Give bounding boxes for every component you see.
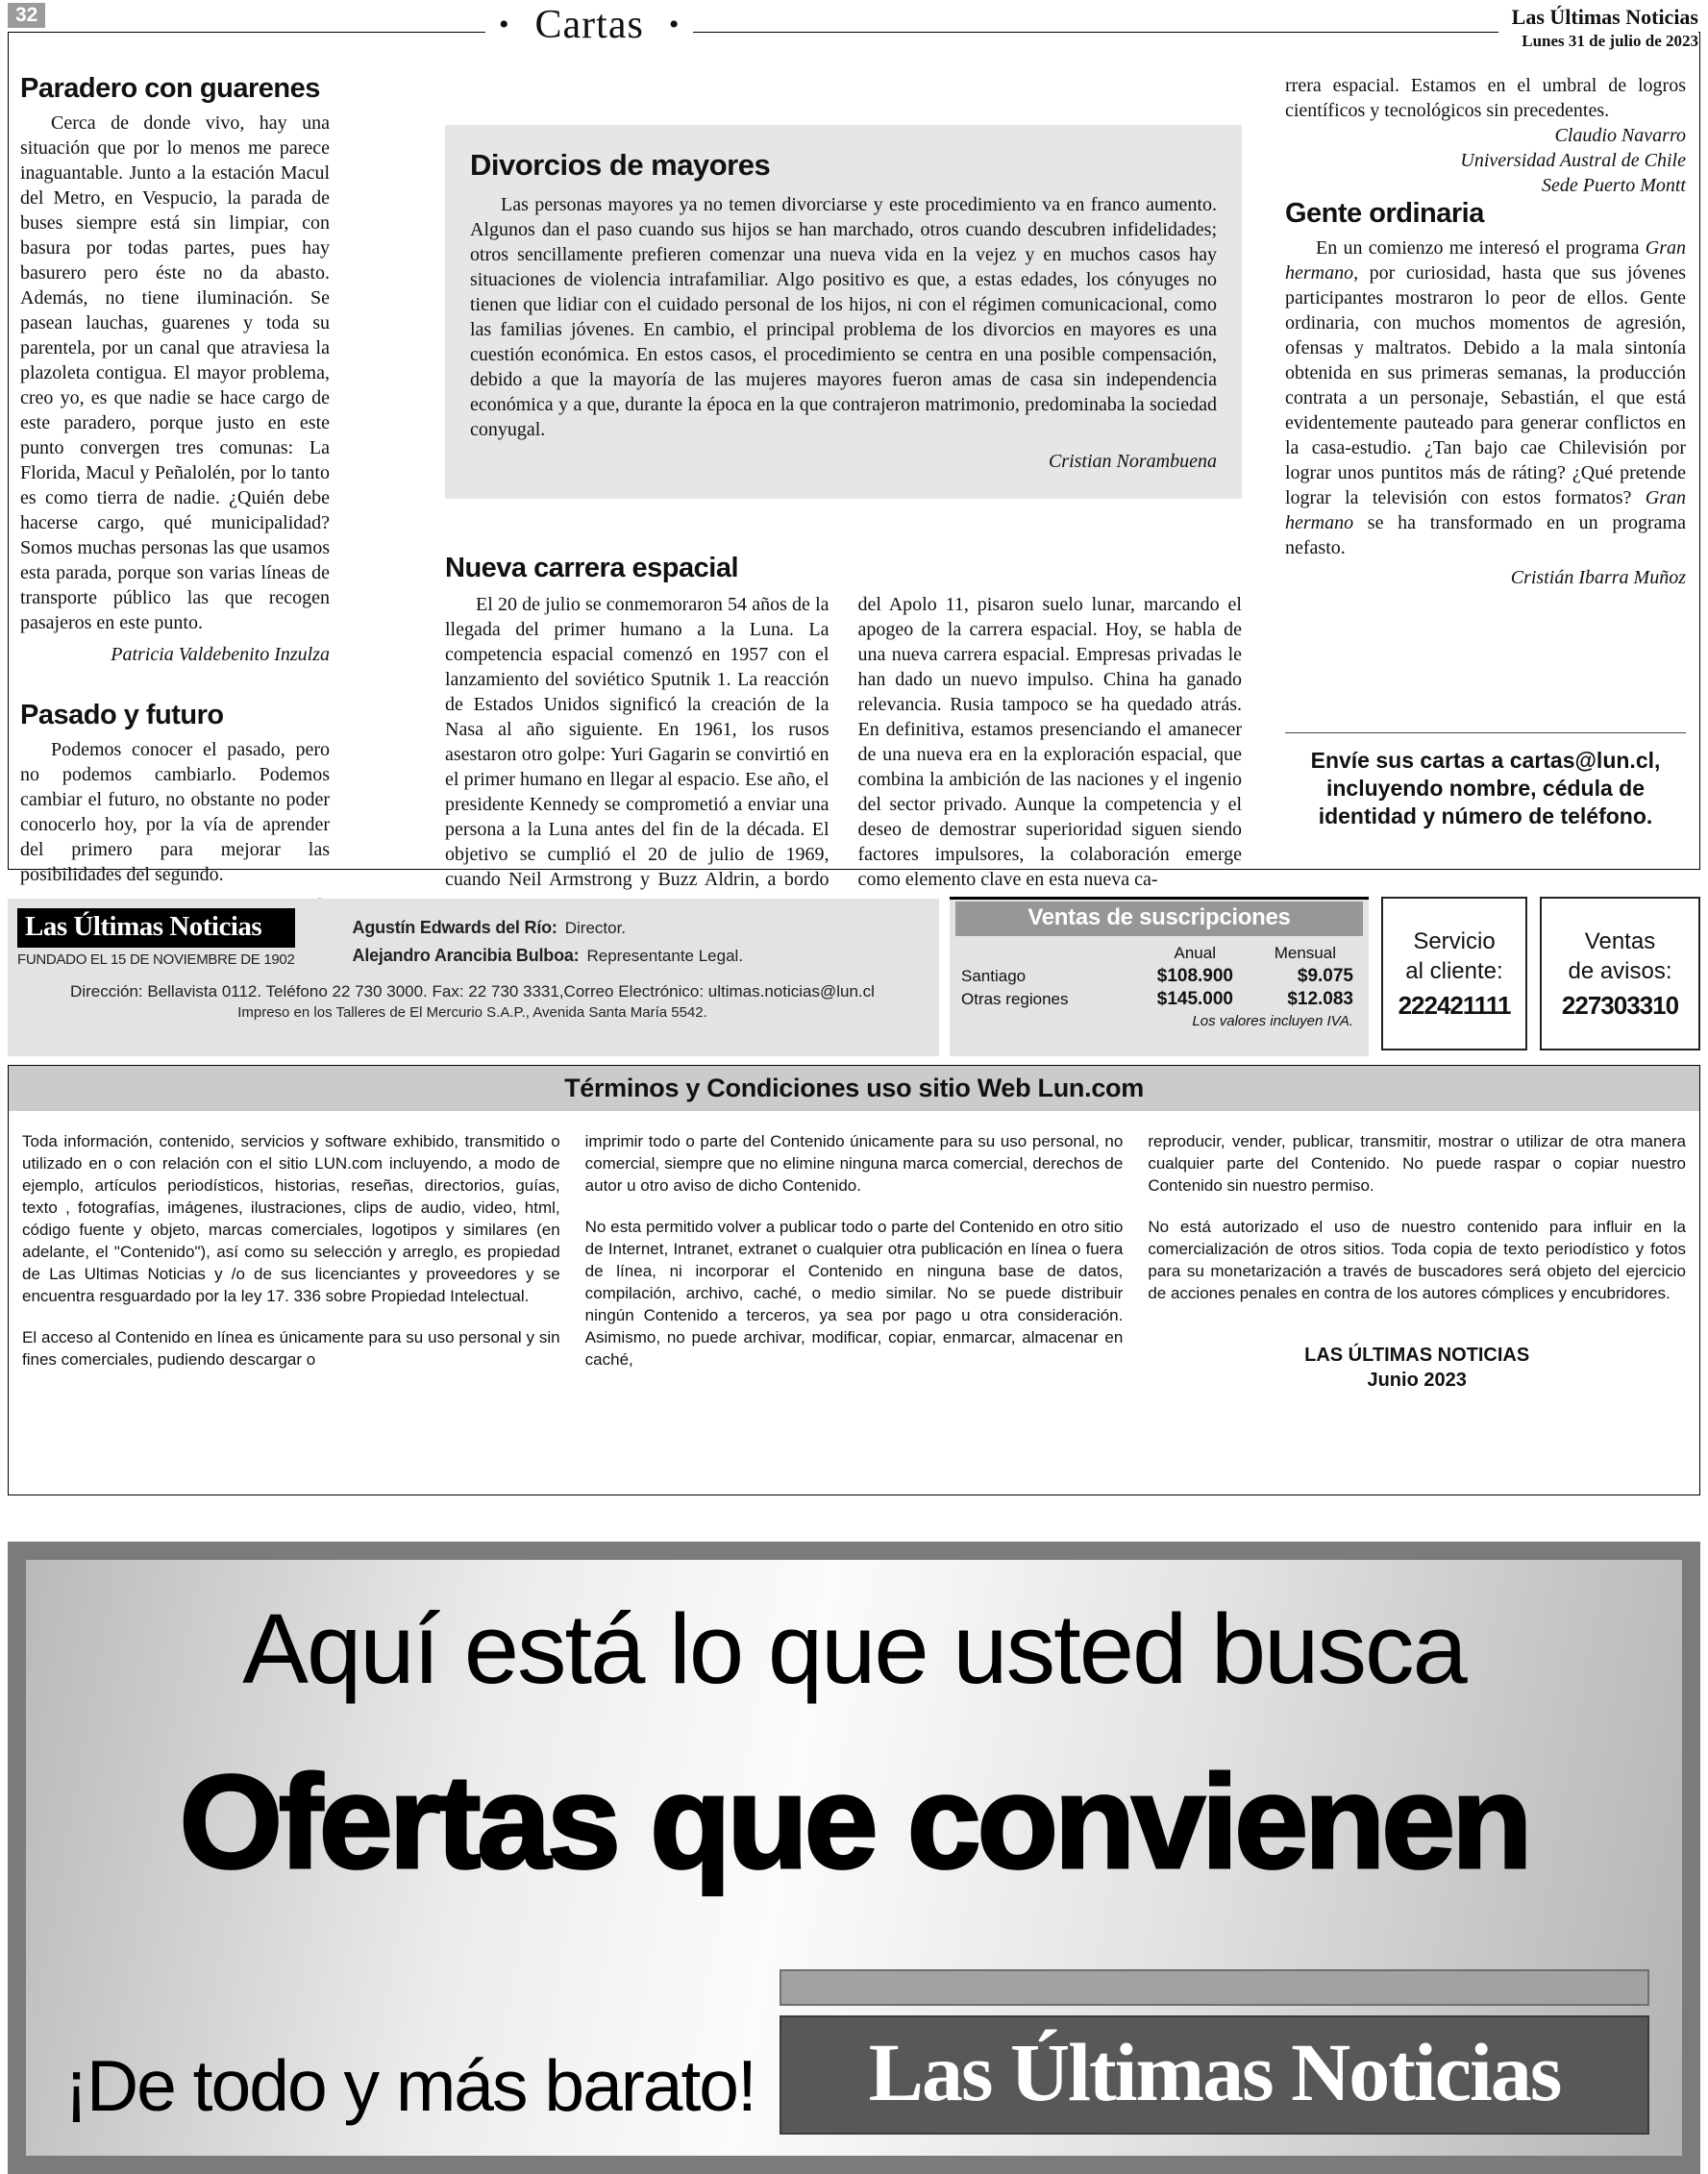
letter-body: Cerca de donde vivo, hay una situación que por lo menos me parece inaguantable. Junto a la estación Macul del Metro, en Vespucio, la parada de buses siempre está sin limpiar, con basura por todas partes, pues hay basurero pero éste no da abasto. Además, no tiene iluminación. Se pasean lauchas, guarenes y toda su parentela, por un canal que atraviesa la plazoleta contigua. El mayor problema, creo yo, es que nadie se hace cargo de este paradero, porque justo en este punto convergen tres comunas: La Florida, Macul y Peñalolén, por lo tanto es como tierra de nadie. ¿Quién debe hacerse cargo, qué municipalidad? Somos muchas personas las que usamos esta parada, porque son varias líneas de transporte público las que recogen pasajeros en este punto. [20, 112, 330, 633]
ad-logo-text: Las Últimas Noticias [868, 2026, 1561, 2118]
ad-logo-block [780, 1969, 1649, 2135]
iva-note: Los valores incluyen IVA. [1192, 1013, 1353, 1029]
ad-sales-box [1540, 897, 1700, 1050]
page-number-badge: 32 [8, 3, 45, 28]
letters-column-1 [20, 73, 330, 919]
subscriptions-table [950, 936, 1369, 1011]
letter-body: El 20 de julio se conmemoraron 54 años de la llegada del primer humano a la Luna. La competencia espacial comenzó en 1957 con el lanzamiento del soviético Sputnik 1. La reacción de Estados Unidos significó la creación de la Nasa al año siguiente. En 1961, los rusos asestaron otro golpe: Yuri Gagarin se convirtió en el primer humano en llegar al espacio. Ese año, el presidente Kennedy se comprometió a enviar una persona a la Luna antes del fin de la década. El objetivo se cumplió el 20 de julio de 1969, cuando Neil Armstrong y Buzz Aldrin, a bordo del Apolo 11, pisaron suelo lunar, marcando el apogeo de la carrera espacial. Hoy, se habla de una nueva carrera espacial. Empresas privadas le han dado un nuevo impulso. China ha ganado relevancia. Rusia tampoco se ha quedado atrás. En definitiva, estamos presenciando el amanecer de una nueva era en la exploración espacial, que combina la ambición de las naciones y el ingenio del sector privado. Aunque la competencia y el deseo de demostrar superioridad siguen siendo factores impulsores, la colaboración emerge como elemento clave en esta nueva ca- [445, 594, 1242, 890]
service-label: al cliente: [1405, 957, 1503, 984]
terms-column-3 [1148, 1130, 1686, 1393]
director-role: Director. [564, 919, 627, 937]
terms-column-2 [585, 1130, 1124, 1393]
program-name-italic: Gran hermano [1285, 487, 1686, 533]
letter-title: Pasado y futuro [20, 700, 224, 730]
printed-line: Impreso en los Talleres de El Mercurio S.A.P., Avenida Santa María 5542. [237, 1004, 707, 1021]
advertisement-banner [8, 1542, 1700, 2174]
body-text: , por curiosidad, hasta que sus jóvenes participantes mostraron lo peor de ellos. Gente ordinaria, con muchos momentos de agresión, ofensas y maltratos. Debido a la mala sintonía obtenida en sus primeras semanas, la producción contrata a un personaje, Sebastián, el que está evidentemente pauteado para generar conflictos en la casa-estudio. ¿Tan bajo cae Chilevisión por lograr unos puntitos más de ráting? ¿Qué pretende lograr la televisión con estos formatos? [1285, 262, 1686, 508]
letter-body [1285, 235, 1686, 560]
letter-title: Nueva carrera espacial [445, 553, 738, 583]
header-right [1498, 5, 1698, 53]
terms-section [8, 1065, 1700, 1495]
letter-signature: Patricia Valdebenito Inzulza [111, 644, 330, 665]
terms-paragraph: No está autorizado el uso de nuestro contenido para influir en la comercialización de otros sitios. Toda copia de texto periodístico y fotos para su monetarización a través de buscadores será objeto del ejercicio de acciones penales en contra de los autores cómplices y encubridores. [1148, 1218, 1686, 1302]
director-line [353, 914, 744, 942]
letters-column-middle [373, 73, 1242, 892]
terms-paragraph: No esta permitido volver a publicar todo o parte del Contenido en otro sitio de Internet, Intranet, extranet o cualquier otra publicación en línea o fuera de línea, ni incorporar el Contenido en ninguna base de datos, compilación, archivo, caché, o medio similar. No se puede distribuir ningún Contenido a terceros, ya sea por pago u otra consideración. Asimismo, no puede archivar, modificar, copiar, enmarcar, almacenar en caché, [584, 1218, 1124, 1369]
subscriptions-title: Ventas de suscripciones [955, 902, 1363, 936]
letter-continuation: rrera espacial. Estamos en el umbral de logros científicos y tecnológicos sin precedentes. [1285, 75, 1686, 121]
highlighted-letter-box [445, 125, 1242, 499]
monthly-price: $9.075 [1297, 966, 1353, 986]
legal-line [353, 942, 744, 970]
masthead-band [8, 899, 939, 1056]
annual-price: $145.000 [1156, 989, 1233, 1009]
letter-pasado [20, 700, 330, 919]
section-title-text: Cartas [534, 3, 644, 47]
letter-signature-block [1285, 123, 1686, 198]
terms-column-1 [22, 1130, 560, 1393]
divider [1285, 732, 1686, 733]
paper-name: Las Últimas Noticias [1511, 5, 1698, 29]
column-header-annual: Anual [1174, 944, 1216, 962]
bullet-icon: • [499, 9, 510, 40]
signature-line: Claudio Navarro [1554, 125, 1686, 146]
subscriptions-panel [950, 897, 1369, 1056]
signature-line: Universidad Austral de Chile [1460, 150, 1686, 171]
letter-body: Podemos conocer el pasado, pero no podemos cambiarlo. Podemos cambiar el futuro, no obstante no poder conocerlo hoy, por la vía de aprender del primero para mejorar las posibilidades del segundo. [20, 739, 330, 885]
staff-block [353, 914, 744, 970]
letters-section [8, 32, 1700, 890]
monthly-price: $12.083 [1287, 989, 1353, 1009]
service-phone-number: 222421111 [1398, 990, 1511, 1020]
customer-service-box [1381, 897, 1527, 1050]
two-column-letter-body [445, 592, 1242, 892]
service-label: Servicio [1413, 927, 1496, 954]
terms-signoff-date: Junio 2023 [1367, 1370, 1467, 1391]
director-name: Agustín Edwards del Río: [352, 918, 557, 937]
newspaper-logo: Las Últimas Noticias [17, 908, 295, 948]
column-header-monthly: Mensual [1274, 944, 1336, 962]
letter-title: Divorcios de mayores [470, 148, 771, 182]
terms-signoff-name: LAS ÚLTIMAS NOTICIAS [1304, 1345, 1530, 1366]
terms-signoff [1148, 1343, 1686, 1393]
ad-logo-box [780, 2015, 1649, 2135]
letter-signature: Cristian Norambuena [1048, 451, 1217, 472]
section-title [485, 2, 693, 48]
terms-paragraph: El acceso al Contenido en línea es únicamente para su uso personal y sin fines comerciales, pudiendo descargar o [22, 1328, 560, 1369]
terms-paragraph: reproducir, vender, publicar, transmitir, mostrar o utilizar de otra manera cualquier parte del Contenido. No puede raspar o copiar nuestro Contenido sin nuestro permiso. [1148, 1132, 1686, 1195]
terms-title: Términos y Condiciones uso sitio Web Lun.com [9, 1066, 1699, 1111]
legal-role: Representante Legal. [586, 947, 744, 965]
terms-paragraph: Toda información, contenido, servicios y software exhibido, transmitido o utilizado en o con relación con el sitio LUN.com incluyendo, a modo de ejemplo, artículos periodísticos, historias, reseñas, directorios, guías, texto , fotografías, imágenes, ilustraciones, clips de audio, video, html, código fuente y objeto, marcas comerciales, logotipos y similares (en adelante, el "Contenido"), así como su selección y arreglo, es propiedad de Las Ultimas Noticias y /o de sus licenciantes y proveedores y se encuentra resguardado por la ley 17. 336 sobre Propiedad Intelectual. [22, 1132, 560, 1305]
legal-name: Alejandro Arancibia Bulboa: [352, 946, 580, 965]
letter-paradero [20, 73, 330, 667]
letters-column-4 [1285, 73, 1686, 830]
body-text: En un comienzo me interesó el programa [1316, 237, 1646, 259]
letter-title: Paradero con guarenes [20, 73, 320, 104]
ad-tagline: ¡De todo y más barato! [64, 2045, 755, 2126]
annual-price: $108.900 [1156, 966, 1233, 986]
body-text: se ha transformado en un programa nefasto. [1285, 512, 1686, 558]
empty-cell [961, 942, 1103, 965]
issue-date: Lunes 31 de julio de 2023 [1522, 32, 1698, 50]
signature-line: Sede Puerto Montt [1542, 175, 1686, 196]
letter-signature: Cristián Ibarra Muñoz [1510, 567, 1686, 588]
letter-body: Las personas mayores ya no temen divorciarse y este procedimiento va en franco aumento. Algunos dan el paso cuando sus hijos se han marchado, otros cuando descubren infidelidades; otros sencillamente prefieren comenzar una nueva vida en la vejez y en muchos casos hay situaciones de violencia intrafamiliar. Algo positivo es que, a estas edades, los cónyuges no tienen que lidiar con el cuidado personal de los hijos, ni con el régimen comunicacional, como las familias jóvenes. En cambio, el principal problema de los divorcios en mayores es una cuestión económica. En estos casos, el procedimiento se centra en una posible compensación, debido a que la mayoría de las mujeres mayores fueron amas de casa sin independencia económica y a que, durante la época en la que contrajeron matrimonio, predominaba la sociedad conyugal. [470, 194, 1217, 440]
address-line: Dirección: Bellavista 0112. Teléfono 22 730 3000. Fax: 22 730 3331,Correo Electrónico: ultimas.noticias@lun.cl [70, 982, 875, 1001]
row-label: Otras regiones [961, 990, 1069, 1008]
letter-gente [1285, 198, 1686, 590]
ad-sales-label: Ventas [1584, 927, 1656, 954]
ad-sales-label: de avisos: [1568, 957, 1672, 984]
ad-sales-phone-number: 227303310 [1561, 990, 1679, 1020]
founded-line: FUNDADO EL 15 DE NOVIEMBRE DE 1902 [17, 951, 295, 968]
logo-block [17, 908, 295, 968]
row-label: Santiago [961, 967, 1027, 985]
terms-paragraph: imprimir todo o parte del Contenido únicamente para su uso personal, no comercial, siempre que no elimine ninguna marca comercial, derechos de autor u otro aviso de dicho Contenido. [584, 1132, 1124, 1195]
program-name-italic: Gran hermano [1285, 237, 1686, 284]
send-letters-note: Envíe sus cartas a cartas@lun.cl, incluyendo nombre, cédula de identidad y número de teléfono. [1310, 748, 1661, 828]
ad-headline-1: Aquí está lo que usted busca [242, 1593, 1466, 1704]
bullet-icon: • [668, 9, 681, 40]
letter-title: Gente ordinaria [1285, 198, 1484, 229]
ad-headline-2: Ofertas que convienen [179, 1748, 1529, 1896]
ad-logo-bar [780, 1969, 1649, 2006]
